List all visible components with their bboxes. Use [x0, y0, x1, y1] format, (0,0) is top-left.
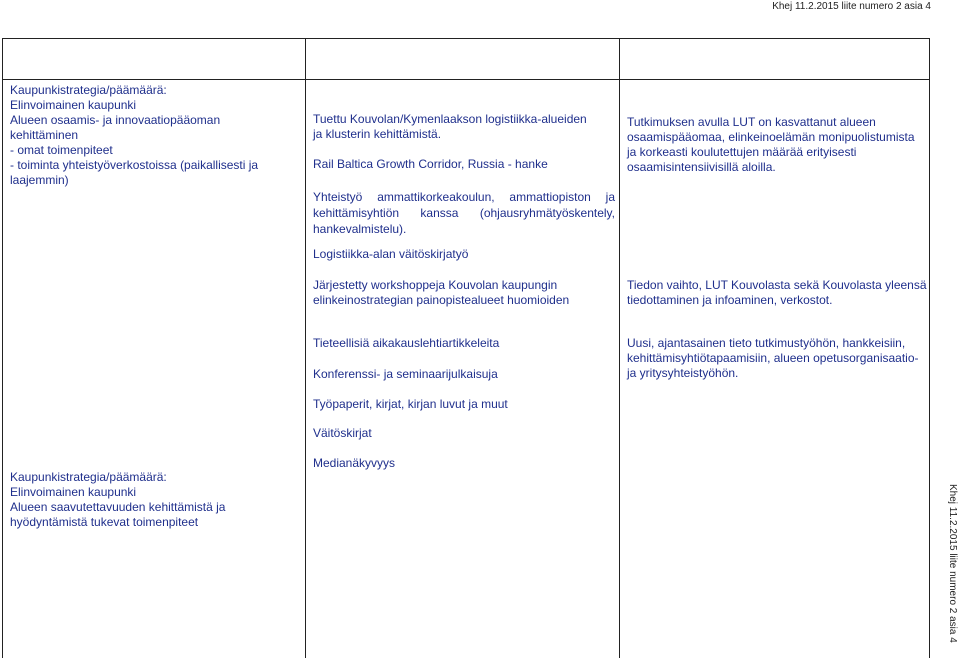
action-rail-baltica: Rail Baltica Growth Corridor, Russia - hanke: [313, 157, 548, 171]
row-divider: [2, 79, 930, 80]
action-workshops: Järjestetty workshoppeja Kouvolan kaupungin elinkeinostrategian painopistealueet huomioiden: [313, 278, 570, 307]
header-reference: Khej 11.2.2015 liite numero 2 asia 4: [772, 1, 931, 12]
strategy-body-line: - omat toimenpiteet: [10, 143, 113, 157]
action-line: ja klusterin kehittämistä.: [313, 127, 442, 141]
actions-cell-1: [313, 112, 615, 142]
strategy-title: Kaupunkistrategia/päämäärä:: [10, 83, 167, 97]
result-research: Tutkimuksen avulla LUT on kasvattanut alueen osaamispääomaa, elinkeinoelämän monipuolistumista ja korkeasti koulutettujen määrää erityisesti osaamisintensiivisillä aloilla.: [627, 115, 915, 174]
publication-item: Väitöskirjat: [313, 426, 372, 440]
column-divider: [619, 38, 620, 658]
strategy-body-line: - toiminta yhteistyöverkostoissa (paikallisesti ja: [10, 158, 259, 172]
strategy-body-line: kehittäminen: [10, 128, 79, 142]
strategy-subtitle: Elinvoimainen kaupunki: [10, 98, 137, 112]
strategy-cell-2: [10, 470, 300, 530]
action-line: Tuettu Kouvolan/Kymenlaakson logistiikka-alueiden: [313, 112, 587, 126]
action-doctoral: Logistiikka-alan väitöskirjatyö: [313, 247, 469, 261]
strategy-subtitle: Elinvoimainen kaupunki: [10, 485, 137, 499]
strategy-body-line: Alueen osaamis- ja innovaatiopääoman: [10, 113, 221, 127]
publication-item: Medianäkyvyys: [313, 456, 396, 470]
action-cooperation: Yhteistyö ammattikorkeakoulun, ammattiopiston ja kehittämisyhtiön kanssa (ohjausryhmätyöskentely, hankevalmistelu).: [313, 190, 615, 236]
strategy-title: Kaupunkistrategia/päämäärä:: [10, 470, 167, 484]
publication-item: Konferenssi- ja seminaarijulkaisuja: [313, 367, 498, 381]
result-information: Tiedon vaihto, LUT Kouvolasta sekä Kouvolasta yleensä tiedottaminen ja infoaminen, verkostot.: [627, 278, 927, 307]
column-divider: [305, 38, 306, 658]
strategy-body-line: laajemmin): [10, 173, 69, 187]
publication-item: Työpaperit, kirjat, kirjan luvut ja muut: [313, 397, 508, 411]
result-new-knowledge: Uusi, ajantasainen tieto tutkimustyöhön, hankkeisiin, kehittämisyhtiötapaamisiin, alueen opetusorganisaatio- ja yritysyhteistyöhön.: [627, 336, 919, 380]
publication-item: Tieteellisiä aikakauslehtiartikkeleita: [313, 336, 500, 350]
side-reference: Khej 11.2.2015 liite numero 2 asia 4: [947, 484, 958, 643]
strategy-body-line: hyödyntämistä tukevat toimenpiteet: [10, 515, 199, 529]
strategy-body-line: Alueen saavutettavuuden kehittämistä ja: [10, 500, 226, 514]
strategy-cell-1: [10, 83, 300, 188]
